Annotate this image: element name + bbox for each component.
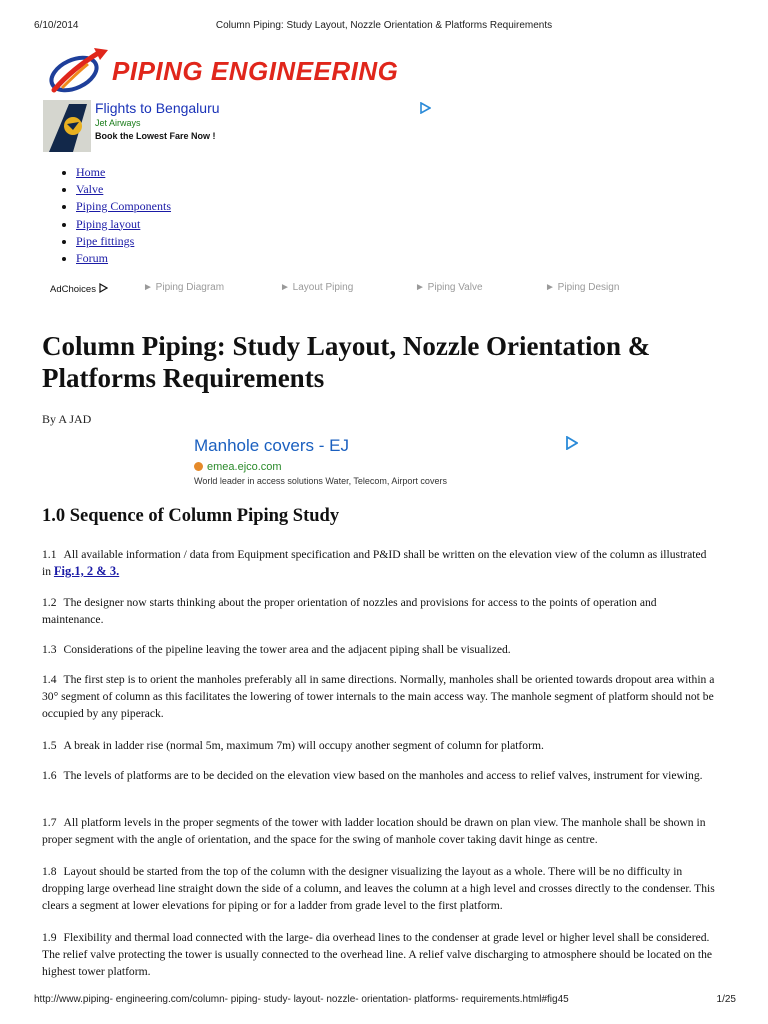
nav-link[interactable]: Piping Components [76,199,172,214]
paragraph-number: 1.8 [42,865,57,878]
section-heading: 1.0 Sequence of Column Piping Study [42,506,340,526]
paragraph-number: 1.6 [42,769,57,782]
ad-choices-icon[interactable] [419,102,431,114]
nav-item-piping-layout[interactable] [76,216,171,233]
nav-item-forum[interactable] [76,250,171,267]
nav-item-pipe-fittings[interactable] [76,233,171,250]
adchoices-icon[interactable] [99,283,108,293]
nav-link[interactable]: Valve [76,182,104,197]
nav-item-piping-components[interactable] [76,198,171,215]
paragraph-text: All platform levels in the proper segments of the tower with ladder location should be drawn on plan view. The manhole shall be shown in proper segment with the angle of orientation, and the space for the swing of manhole cover taking davit hinge as centre. [42,816,706,846]
paragraph-text: All available information / data from Equipment specification and P&ID shall be written on the elevation view of the column as illustrated in [42,548,707,578]
ad-url[interactable] [194,461,282,473]
figure-link[interactable]: Fig.1, 2 & 3. [53,564,120,578]
ad-thumbnail [43,100,91,152]
paragraph-text: Considerations of the pipeline leaving the tower area and the adjacent piping shall be visualized. [63,643,511,656]
paragraph-number: 1.9 [42,931,57,944]
paragraph-1-2 [42,594,718,628]
ad-link-piping-design[interactable]: ► Piping Design [545,282,620,293]
paragraph-text: The first step is to orient the manholes preferably all in same directions. Normally, manholes shall be oriented towards dropout area within a 30° segment of column as this facilitates the lowering of tower internals to the main access way. The manhole segment of platform should not be occupied by any piperack. [42,673,715,720]
nav-link[interactable]: Pipe fittings [76,233,135,248]
paragraph-text: Layout should be started from the top of the column with the designer visualizing the layout as a whole. There will be no difficulty in dropping large overhead line straight down the side of a column, and leaves the column at a high level and crosses directly to the condenser. This clears a segment at lower elevations for piping or for a ladder from grade level to the first platform. [42,865,715,912]
paragraph-1-8 [42,863,718,914]
paragraph-1-9 [42,929,718,980]
globe-icon [194,462,203,471]
ad-link-piping-diagram[interactable]: ► Piping Diagram [143,282,225,293]
ad-link-piping-valve[interactable]: ► Piping Valve [415,282,483,293]
ad-url-text[interactable]: emea.ejco.com [207,461,282,473]
paragraph-number: 1.7 [42,816,57,829]
paragraph-text: A break in ladder rise (normal 5m, maximum 7m) will occupy another segment of column for platform. [63,739,544,752]
logo-text: PIPING ENGINEERING [112,56,399,86]
paragraph-1-1 [42,546,718,580]
print-page-title: Column Piping: Study Layout, Nozzle Orientation & Platforms Requirements [215,20,553,31]
nav-item-home[interactable] [76,164,171,181]
adchoices-label[interactable] [50,283,108,295]
airline-tail-icon [43,100,91,152]
flight-ad[interactable] [43,100,435,152]
ad-title[interactable]: Manhole covers - EJ [194,436,349,455]
paragraph-text: The designer now starts thinking about the proper orientation of nozzles and provisions for access to the points of operation and maintenance. [42,596,657,626]
print-url: http://www.piping- engineering.com/column- piping- study- layout- nozzle- orientation- platforms- requirements.html#fig45 [34,994,569,1005]
paragraph-1-5 [42,737,718,754]
article-title: Column Piping: Study Layout, Nozzle Orientation & Platforms Requirements [42,331,651,393]
paragraph-1-4 [42,671,718,722]
paragraph-number: 1.3 [42,643,57,656]
article-byline: By A JAD [42,412,92,426]
ad-link-layout-piping[interactable]: ► Layout Piping [280,282,354,293]
paragraph-text: The levels of platforms are to be decided on the elevation view based on the manholes and access to relief valves, instrument for viewing. [63,769,703,782]
ad-advertiser: Jet Airways [95,118,141,128]
paragraph-number: 1.5 [42,739,57,752]
logo-swoosh-icon [44,46,114,96]
ad-choices-icon[interactable] [565,436,578,450]
main-navigation [58,164,171,267]
nav-link[interactable]: Home [76,165,106,179]
site-logo[interactable] [44,46,424,96]
paragraph-number: 1.1 [42,548,57,561]
paragraph-1-3 [42,641,718,658]
print-page-number: 1/25 [716,994,736,1005]
manhole-covers-ad[interactable] [192,436,582,488]
ad-description: World leader in access solutions Water, Telecom, Airport covers [194,476,447,486]
paragraph-number: 1.2 [42,596,57,609]
ad-description: Book the Lowest Fare Now ! [95,131,216,141]
paragraph-text: Flexibility and thermal load connected with the large- dia overhead lines to the condenser at grade level or higher level shall be considered. The relief valve protecting the tower is usually connected to the overhead line. A relief valve discharging to atmosphere should be located on the highest tower platform. [42,931,713,978]
ad-link-bar [50,281,730,297]
nav-link[interactable]: Forum [76,250,109,265]
nav-item-valve[interactable] [76,181,171,198]
paragraph-1-7 [42,814,718,848]
adchoices-text[interactable]: AdChoices [50,284,96,295]
print-date: 6/10/2014 [34,20,79,31]
paragraph-1-6 [42,767,718,784]
paragraph-number: 1.4 [42,673,57,686]
ad-title[interactable]: Flights to Bengaluru [95,100,220,116]
nav-link[interactable]: Piping layout [76,216,141,231]
